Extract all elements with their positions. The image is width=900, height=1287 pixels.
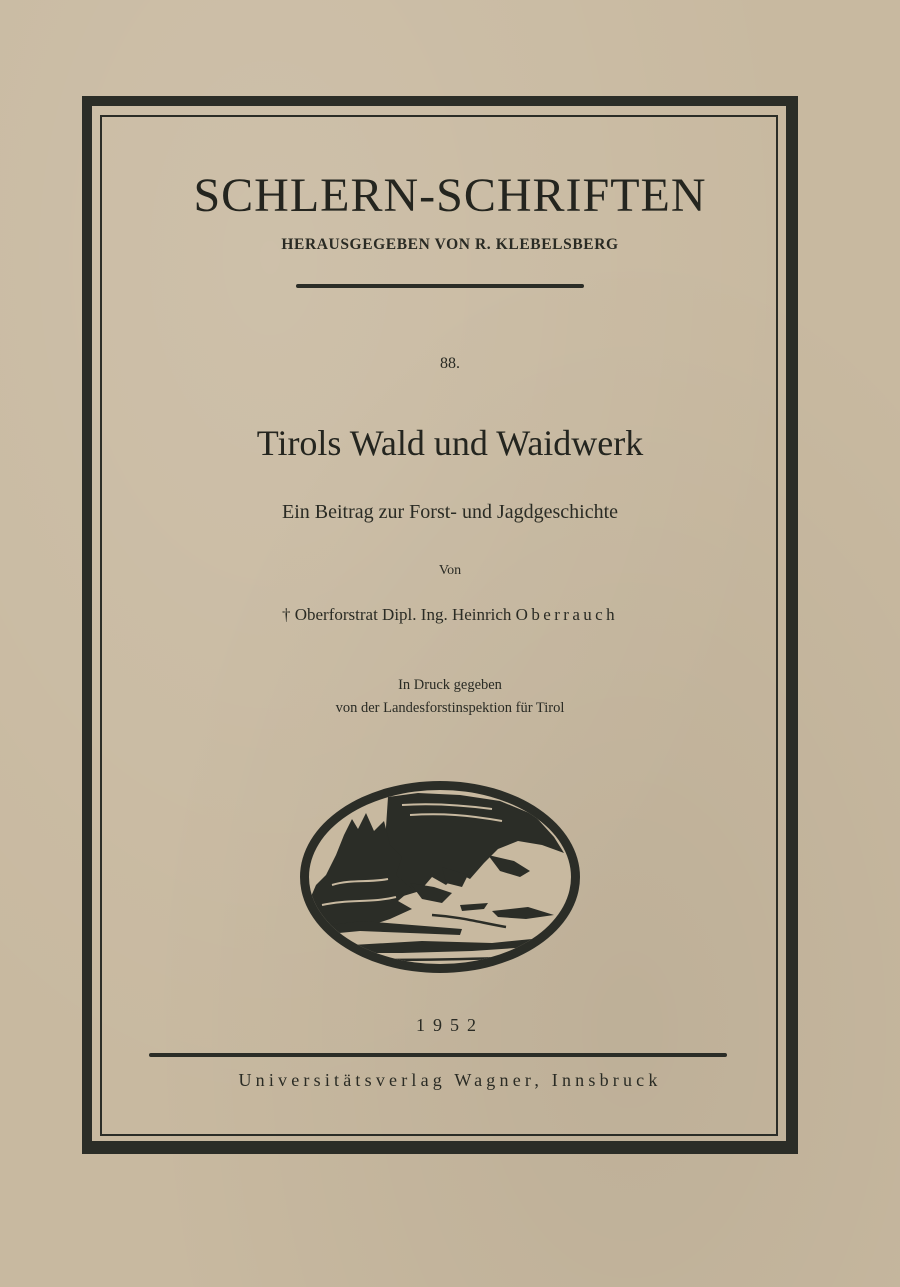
- mountain-landscape-emblem-icon: [292, 775, 588, 979]
- book-title: Tirols Wald und Waidwerk: [256, 423, 644, 463]
- by-label: Von: [438, 563, 462, 578]
- bottom-divider-rule: [149, 1053, 727, 1057]
- print-note-line-1: In Druck gegeben: [398, 677, 502, 693]
- top-divider-rule: [296, 284, 584, 288]
- series-title: SCHLERN-SCHRIFTEN: [193, 169, 707, 222]
- author-line: [0, 605, 900, 625]
- publication-year: 1952: [416, 1015, 484, 1035]
- book-subtitle: Ein Beitrag zur Forst- und Jagdgeschichte: [281, 501, 619, 523]
- inner-border-frame: [100, 115, 778, 1136]
- author-surname: Oberrauch: [515, 605, 619, 624]
- print-note-line-2: von der Landesforstinspektion für Tirol: [335, 700, 565, 716]
- author-prefix: † Oberforstrat Dipl. Ing. Heinrich: [281, 605, 516, 624]
- editor-line: HERAUSGEGEBEN VON R. KLEBELSBERG: [281, 236, 619, 253]
- volume-number: 88.: [440, 355, 460, 372]
- publisher-line: Universitätsverlag Wagner, Innsbruck: [238, 1070, 662, 1090]
